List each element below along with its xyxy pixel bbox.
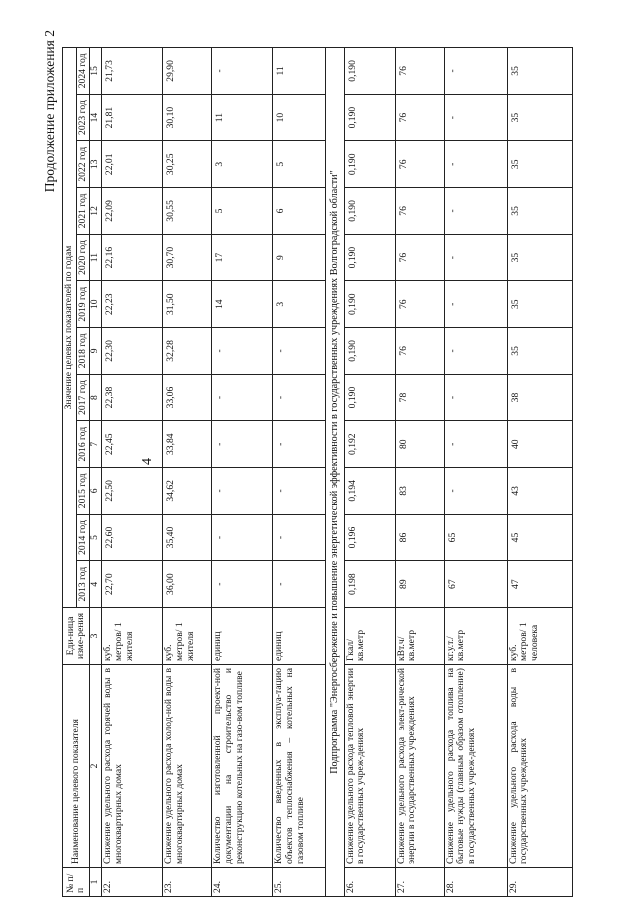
- header-year: 2022 год: [76, 141, 90, 188]
- column-number: 4: [90, 561, 102, 608]
- value-cell: 78: [395, 374, 444, 421]
- unit-cell: куб. метров/ 1 жителя: [102, 608, 163, 665]
- value-cell: 0,194: [344, 468, 395, 515]
- column-number: 8: [90, 374, 102, 421]
- value-cell: -: [444, 48, 507, 95]
- column-number: 5: [90, 514, 102, 561]
- column-number: 7: [90, 421, 102, 468]
- subprogram-heading: Подпрограмма "Энергосбережение и повышение энергетической эффективности в государственных учреждениях Волгоградской области": [326, 48, 344, 897]
- header-year: 2019 год: [76, 281, 90, 328]
- value-cell: 14: [212, 281, 273, 328]
- column-number: 9: [90, 328, 102, 375]
- unit-cell: куб. метров/ 1 человека: [507, 608, 572, 665]
- value-cell: 40: [507, 421, 572, 468]
- unit-cell: кг.у.т./ кв.метр: [444, 608, 507, 665]
- value-cell: 35: [507, 234, 572, 281]
- value-cell: 0,190: [344, 141, 395, 188]
- value-cell: 30,55: [163, 188, 212, 235]
- header-unit: Еди-ница изме-рения: [63, 608, 90, 665]
- value-cell: 3: [273, 281, 326, 328]
- row-number: 27.: [395, 868, 444, 897]
- value-cell: 22,09: [102, 188, 163, 235]
- value-cell: 0,190: [344, 234, 395, 281]
- value-cell: 83: [395, 468, 444, 515]
- value-cell: 30,10: [163, 94, 212, 141]
- value-cell: 22,50: [102, 468, 163, 515]
- indicator-name: Количество изготовленной проект-ной документации на строительство и реконструкцию котельных на газо-вом топливе: [212, 665, 273, 868]
- value-cell: 17: [212, 234, 273, 281]
- value-cell: 76: [395, 141, 444, 188]
- value-cell: -: [444, 94, 507, 141]
- value-cell: 22,01: [102, 141, 163, 188]
- value-cell: -: [273, 468, 326, 515]
- indicators-table: [62, 47, 573, 897]
- header-year: 2020 год: [76, 234, 90, 281]
- value-cell: -: [212, 514, 273, 561]
- indicator-name: Снижение удельного расхода воды в государственных учреждениях: [507, 665, 572, 868]
- header-year: 2015 год: [76, 468, 90, 515]
- row-number: 29.: [507, 868, 572, 897]
- value-cell: 45: [507, 514, 572, 561]
- column-number: 12: [90, 188, 102, 235]
- value-cell: 9: [273, 234, 326, 281]
- value-cell: -: [273, 561, 326, 608]
- value-cell: 0,196: [344, 514, 395, 561]
- value-cell: 76: [395, 188, 444, 235]
- value-cell: -: [212, 468, 273, 515]
- header-name: Наименование целевого показателя: [63, 665, 90, 868]
- header-year: 2021 год: [76, 188, 90, 235]
- row-number: 23.: [163, 868, 212, 897]
- value-cell: 11: [212, 94, 273, 141]
- column-number: 2: [90, 665, 102, 868]
- table-row: [444, 48, 507, 897]
- value-cell: 35,40: [163, 514, 212, 561]
- value-cell: 0,190: [344, 48, 395, 95]
- value-cell: 35: [507, 94, 572, 141]
- value-cell: 22,60: [102, 514, 163, 561]
- continuation-label: Продолжение приложения 2: [42, 30, 57, 193]
- value-cell: 33,84: [163, 421, 212, 468]
- value-cell: 38: [507, 374, 572, 421]
- row-number: 22.: [102, 868, 163, 897]
- header-year: 2023 год: [76, 94, 90, 141]
- value-cell: -: [212, 328, 273, 375]
- unit-cell: единиц: [212, 608, 273, 665]
- value-cell: 35: [507, 188, 572, 235]
- value-cell: 22,45: [102, 421, 163, 468]
- value-cell: 22,70: [102, 561, 163, 608]
- table-row: [395, 48, 444, 897]
- column-number: 1: [90, 868, 102, 897]
- value-cell: 11: [273, 48, 326, 95]
- value-cell: 21,73: [102, 48, 163, 95]
- value-cell: 80: [395, 421, 444, 468]
- row-number: 24.: [212, 868, 273, 897]
- header-year: 2017 год: [76, 374, 90, 421]
- value-cell: -: [444, 468, 507, 515]
- value-cell: 0,190: [344, 188, 395, 235]
- value-cell: 36,00: [163, 561, 212, 608]
- value-cell: -: [273, 328, 326, 375]
- value-cell: 0,198: [344, 561, 395, 608]
- column-number: 10: [90, 281, 102, 328]
- value-cell: 5: [273, 141, 326, 188]
- table-row: [212, 48, 273, 897]
- indicator-name: Снижение удельного расхода горячей воды в многоквартирных домах: [102, 665, 163, 868]
- header-year: 2014 год: [76, 514, 90, 561]
- value-cell: 0,190: [344, 374, 395, 421]
- value-cell: 10: [273, 94, 326, 141]
- header-no: № п/п: [63, 868, 90, 897]
- value-cell: 0,192: [344, 421, 395, 468]
- unit-cell: куб. метров/ 1 жителя: [163, 608, 212, 665]
- value-cell: 86: [395, 514, 444, 561]
- value-cell: 76: [395, 48, 444, 95]
- table-body-b: [344, 48, 572, 897]
- table-row: [102, 48, 163, 897]
- value-cell: 22,23: [102, 281, 163, 328]
- value-cell: 22,38: [102, 374, 163, 421]
- value-cell: -: [444, 188, 507, 235]
- header-year: 2018 год: [76, 328, 90, 375]
- indicator-name: Снижение удельного расхода холод-ной воды в многоквартирных домах: [163, 665, 212, 868]
- value-cell: 43: [507, 468, 572, 515]
- header-values-group: Значение целевых показателей по годам: [63, 48, 77, 608]
- value-cell: -: [273, 514, 326, 561]
- value-cell: 5: [212, 188, 273, 235]
- value-cell: 76: [395, 94, 444, 141]
- column-numbers-row: [90, 48, 102, 897]
- value-cell: -: [444, 141, 507, 188]
- value-cell: 22,30: [102, 328, 163, 375]
- value-cell: -: [444, 421, 507, 468]
- value-cell: -: [273, 421, 326, 468]
- value-cell: 0,190: [344, 281, 395, 328]
- indicator-name: Количество введенных в эксплуа-тацию объектов теплоснабжения – котельных на газовом топливе: [273, 665, 326, 868]
- value-cell: 35: [507, 141, 572, 188]
- table-row: [273, 48, 326, 897]
- value-cell: 76: [395, 234, 444, 281]
- value-cell: 30,25: [163, 141, 212, 188]
- row-number: 26.: [344, 868, 395, 897]
- unit-cell: кВт.ч/ кв.метр: [395, 608, 444, 665]
- header-year: 2024 год: [76, 48, 90, 95]
- indicator-name: Снижение удельного расхода топлива на бытовые нужды (главным образом отопление) в государственных учреж-дениях: [444, 665, 507, 868]
- header-year: 2013 год: [76, 561, 90, 608]
- value-cell: 22,16: [102, 234, 163, 281]
- value-cell: 67: [444, 561, 507, 608]
- table-row: [163, 48, 212, 897]
- value-cell: 31,50: [163, 281, 212, 328]
- value-cell: -: [212, 421, 273, 468]
- unit-cell: Гкал/ кв.метр: [344, 608, 395, 665]
- indicator-name: Снижение удельного расхода элект-рической энергии в государственных учреждениях: [395, 665, 444, 868]
- column-number: 11: [90, 234, 102, 281]
- value-cell: 21,81: [102, 94, 163, 141]
- column-number: 3: [90, 608, 102, 665]
- value-cell: 35: [507, 48, 572, 95]
- value-cell: 3: [212, 141, 273, 188]
- value-cell: 76: [395, 328, 444, 375]
- value-cell: 89: [395, 561, 444, 608]
- value-cell: -: [212, 561, 273, 608]
- value-cell: 35: [507, 281, 572, 328]
- row-number: 25.: [273, 868, 326, 897]
- table-row: [344, 48, 395, 897]
- header-year: 2016 год: [76, 421, 90, 468]
- column-number: 15: [90, 48, 102, 95]
- value-cell: 0,190: [344, 328, 395, 375]
- value-cell: 47: [507, 561, 572, 608]
- indicator-name: Снижение удельного расхода тепловой энергии в государственных учреж-дениях: [344, 665, 395, 868]
- value-cell: 35: [507, 328, 572, 375]
- value-cell: 29,90: [163, 48, 212, 95]
- value-cell: -: [444, 234, 507, 281]
- value-cell: -: [444, 374, 507, 421]
- table-body-a: [102, 48, 326, 897]
- column-number: 14: [90, 94, 102, 141]
- value-cell: 6: [273, 188, 326, 235]
- value-cell: 33,06: [163, 374, 212, 421]
- value-cell: 76: [395, 281, 444, 328]
- unit-cell: единиц: [273, 608, 326, 665]
- value-cell: -: [273, 374, 326, 421]
- value-cell: 65: [444, 514, 507, 561]
- value-cell: 32,28: [163, 328, 212, 375]
- value-cell: -: [444, 328, 507, 375]
- value-cell: -: [444, 281, 507, 328]
- column-number: 6: [90, 468, 102, 515]
- value-cell: 34,62: [163, 468, 212, 515]
- column-number: 13: [90, 141, 102, 188]
- value-cell: 0,190: [344, 94, 395, 141]
- row-number: 28.: [444, 868, 507, 897]
- value-cell: 30,70: [163, 234, 212, 281]
- table-row: [507, 48, 572, 897]
- value-cell: -: [212, 374, 273, 421]
- page-number: 4: [140, 458, 155, 465]
- value-cell: -: [212, 48, 273, 95]
